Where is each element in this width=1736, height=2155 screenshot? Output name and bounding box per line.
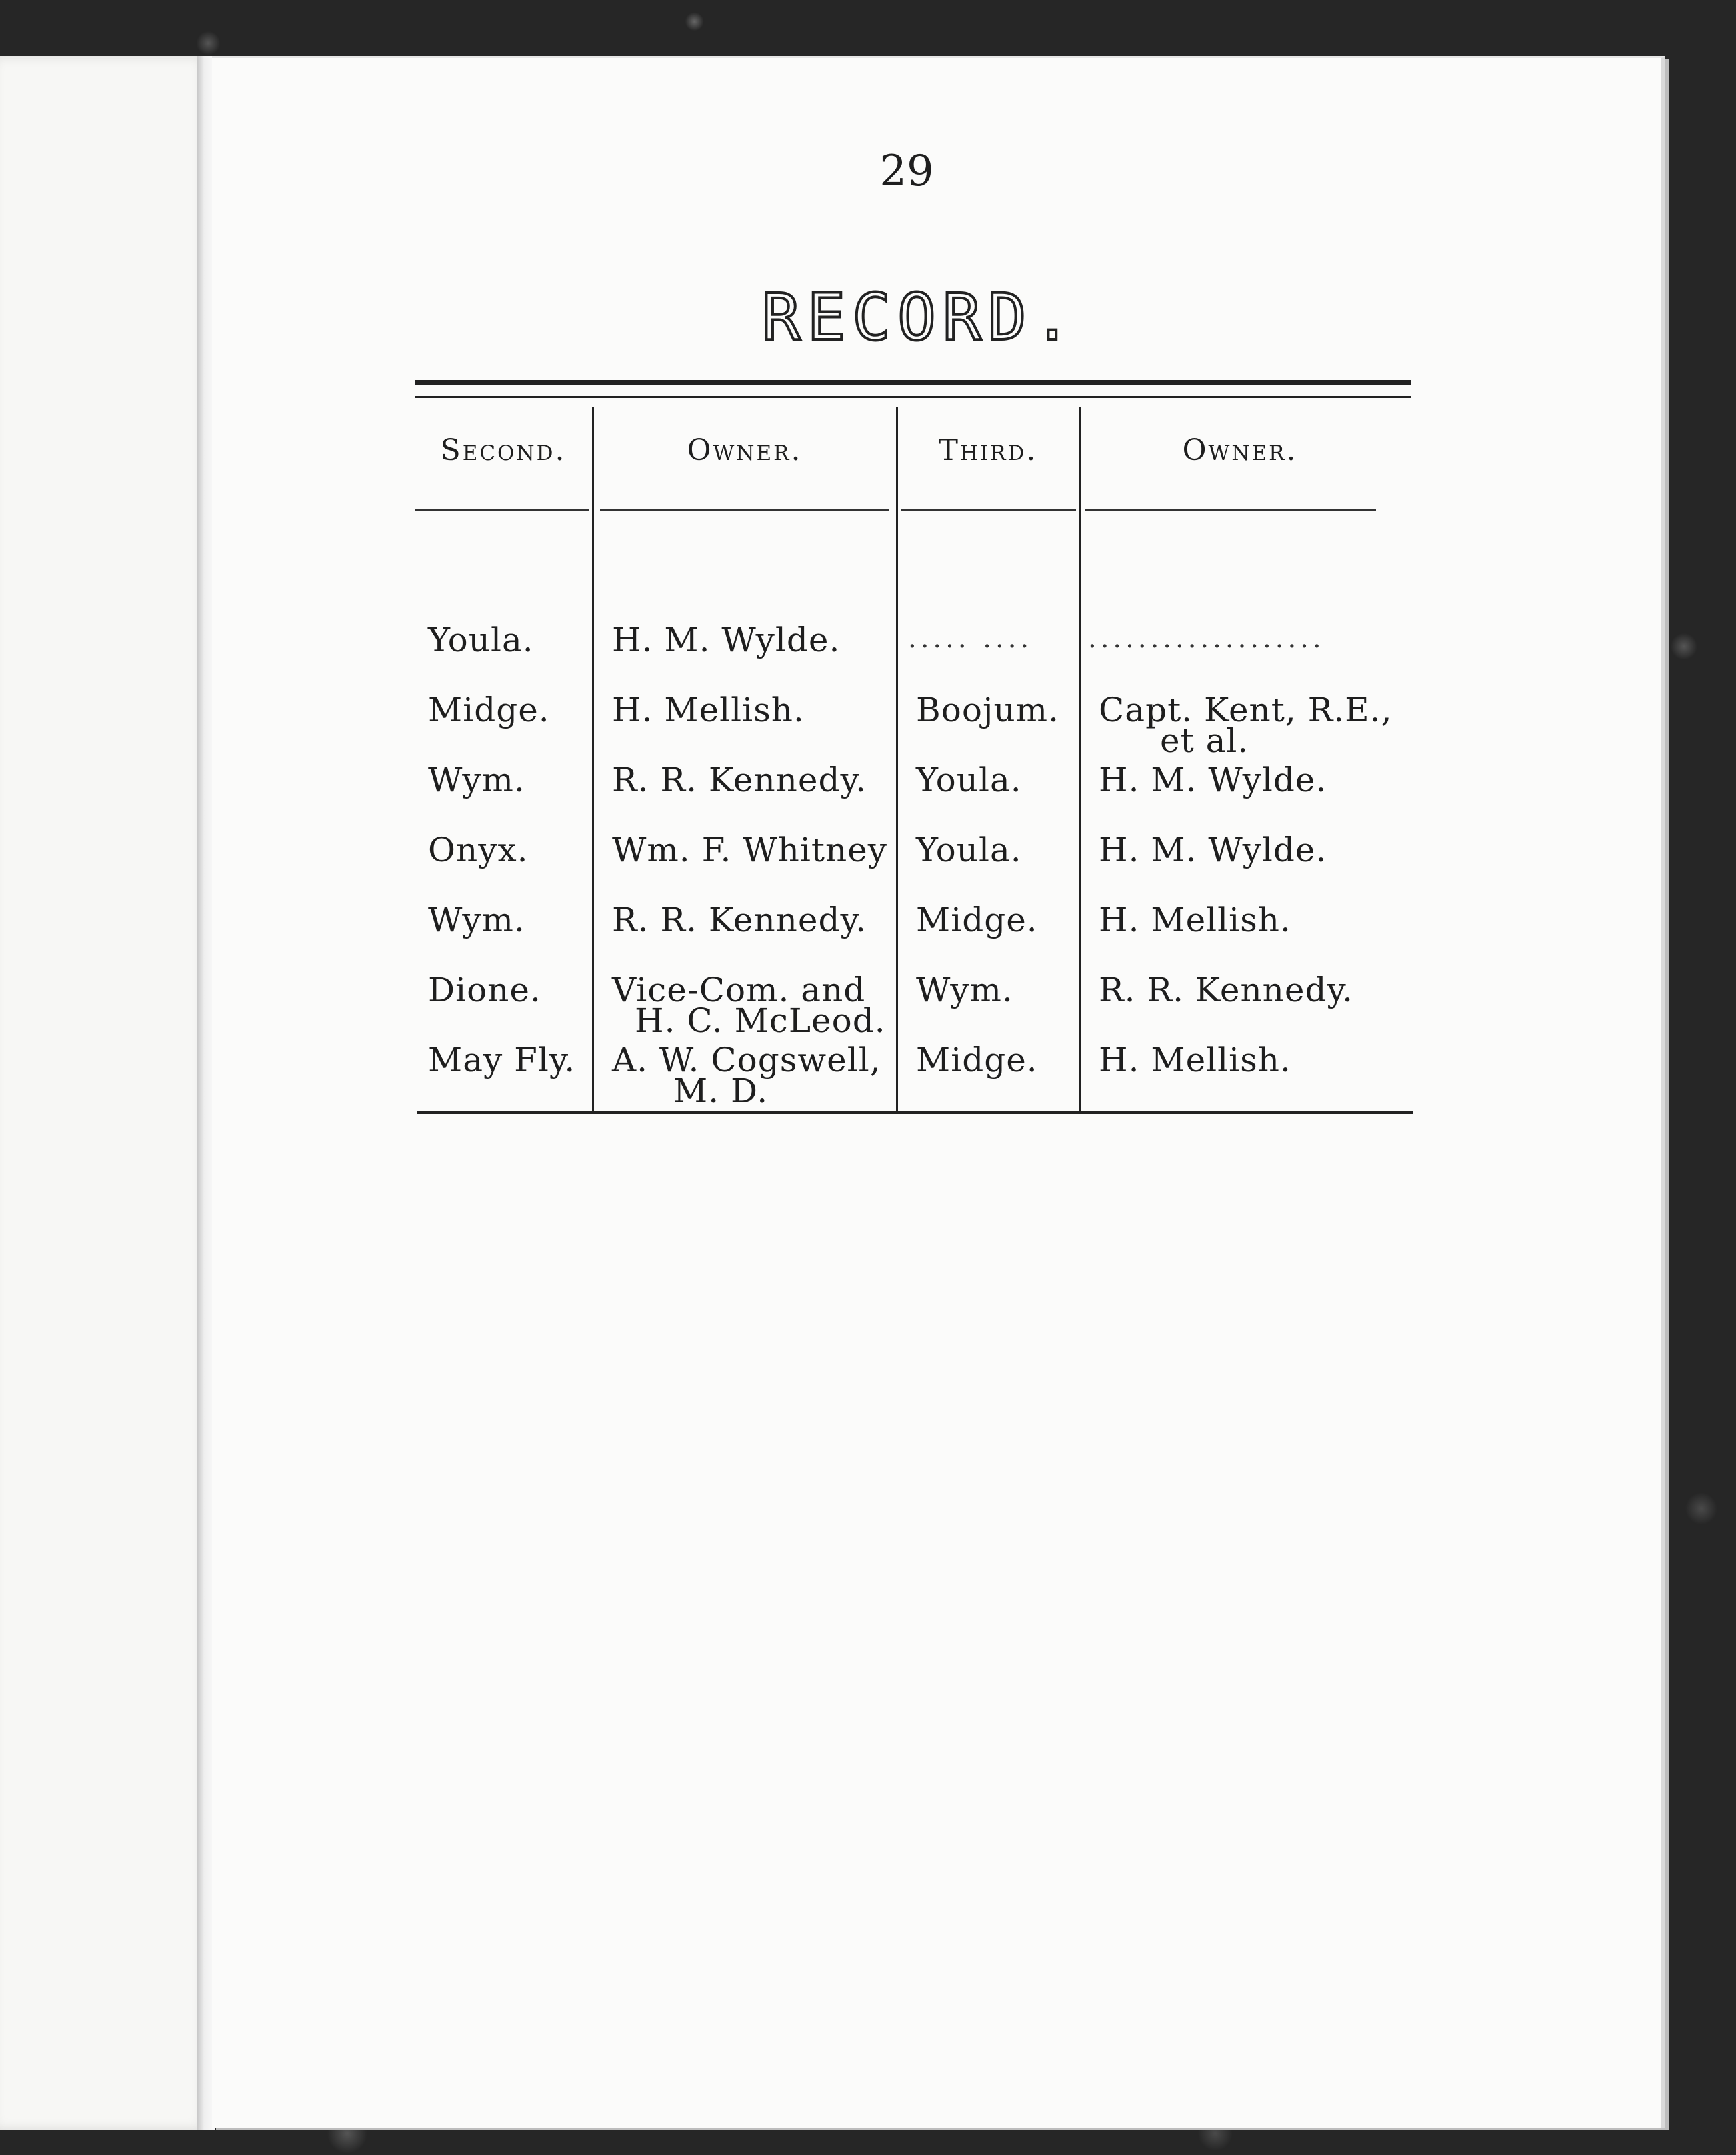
left-page-edge — [0, 56, 212, 2130]
cell-owner: Capt. Kent, R.E., — [1099, 691, 1393, 729]
cell-second: May Fly. — [428, 1041, 576, 1080]
cell-third: Youla. — [916, 761, 1022, 799]
cell-third: Midge. — [916, 901, 1038, 939]
table-top-rule-thick — [415, 380, 1411, 385]
cell-owner: H. M. Wylde. — [1099, 831, 1327, 869]
table-bottom-rule — [417, 1111, 1413, 1114]
page-heading: RECORD. — [761, 280, 1079, 355]
cell-second: Dione. — [428, 971, 541, 1009]
column-divider — [592, 407, 594, 1114]
cell-owner: R. R. Kennedy. — [612, 761, 867, 799]
cell-second: Wym. — [428, 761, 525, 799]
cell-second: Youla. — [428, 621, 534, 659]
leader-dots: ..... .... — [908, 623, 1033, 654]
cell-second: Onyx. — [428, 831, 529, 869]
cell-owner: H. M. Wylde. — [612, 621, 841, 659]
cell-owner: R. R. Kennedy. — [612, 901, 867, 939]
cell-owner: H. Mellish. — [612, 691, 805, 729]
cell-third: Midge. — [916, 1041, 1038, 1080]
header-underline — [1085, 509, 1376, 511]
header-underline — [600, 509, 889, 511]
cell-owner: et al. — [1160, 721, 1249, 760]
cell-third: Boojum. — [916, 691, 1059, 729]
page-number: 29 — [879, 147, 934, 196]
column-header-owner: Owner. — [1182, 433, 1298, 467]
cell-owner: H. M. Wylde. — [1099, 761, 1327, 799]
cell-owner: H. Mellish. — [1099, 901, 1291, 939]
cell-owner: Wm. F. Whitney — [612, 831, 887, 869]
cell-third: Youla. — [916, 831, 1022, 869]
cell-owner: M. D. — [673, 1071, 769, 1110]
book-page — [212, 56, 1665, 2128]
column-header-second: Second. — [440, 433, 567, 467]
cell-second: Midge. — [428, 691, 550, 729]
header-underline — [415, 509, 589, 511]
column-header-owner: Owner. — [687, 433, 803, 467]
column-header-third: Third. — [938, 433, 1038, 467]
cell-third: Wym. — [916, 971, 1013, 1009]
cell-owner: R. R. Kennedy. — [1099, 971, 1353, 1009]
header-underline — [901, 509, 1076, 511]
cell-owner: A. W. Cogswell, — [612, 1041, 881, 1080]
column-divider — [1079, 407, 1081, 1114]
cell-owner: H. C. McLeod. — [635, 1001, 886, 1040]
table-top-rule-thin — [415, 396, 1411, 398]
cell-owner: Vice-Com. and — [612, 971, 866, 1009]
column-divider — [896, 407, 898, 1114]
cell-owner: H. Mellish. — [1099, 1041, 1291, 1080]
leader-dots: ................... — [1088, 623, 1325, 654]
cell-second: Wym. — [428, 901, 525, 939]
